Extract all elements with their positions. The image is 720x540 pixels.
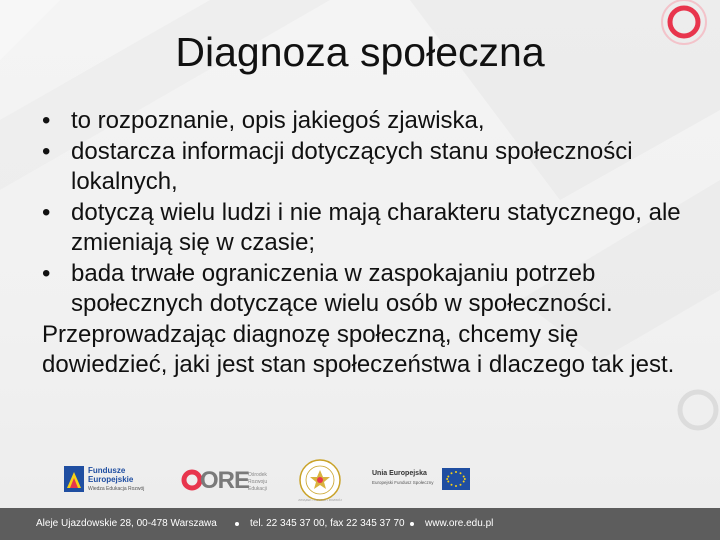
bullet-item	[42, 198, 692, 259]
footer-address: Aleje Ujazdowskie 28, 00-478 Warszawa	[36, 518, 217, 529]
slide-body	[42, 106, 692, 381]
footer-phone: tel. 22 345 37 00, fax 22 345 37 70	[250, 518, 405, 529]
fundusze-europejskie-logo	[64, 464, 164, 496]
grey-ring-decoration	[680, 392, 716, 428]
fe-star-icon	[64, 466, 84, 492]
bullet-item	[42, 106, 692, 137]
eu-fund-name: Europejski Fundusz Społeczny	[372, 480, 434, 485]
ore-sub-line2: Rozwoju	[248, 479, 268, 485]
bullet-marker: •	[42, 137, 51, 165]
eu-name: Unia Europejska	[372, 470, 427, 477]
bullet-marker: •	[42, 107, 51, 134]
seal-logo	[298, 458, 342, 502]
ore-sub-line3: Edukacji	[248, 486, 267, 492]
footer-separator	[410, 522, 414, 526]
seal-emblem-icon	[298, 458, 342, 502]
bullet-marker: •	[42, 198, 51, 226]
fe-name-line1: Fundusze	[88, 466, 126, 475]
ore-sub-line1: Ośrodek	[248, 472, 267, 478]
bullet-text: dostarcza informacji dotyczących stanu społeczności lokalnych,	[71, 137, 633, 195]
fe-name-line2: Europejskie	[88, 475, 134, 484]
fe-program-name: Wiedza Edukacja Rozwój	[88, 486, 145, 492]
slide-title: Diagnoza społeczna	[175, 29, 545, 75]
bullet-text: bada trwałe ograniczenia w zaspokajaniu potrzeb społecznych dotyczące wielu osób w społeczności.	[71, 259, 613, 317]
bullet-list	[42, 106, 692, 320]
footer-website[interactable]: www.ore.edu.pl	[425, 518, 494, 529]
eu-flag-icon	[442, 468, 470, 490]
eu-logo	[372, 464, 476, 498]
footer-bar	[0, 508, 720, 540]
bullet-marker: •	[42, 259, 51, 287]
bullet-text: to rozpoznanie, opis jakiegoś zjawiska,	[71, 107, 485, 134]
bullet-text: dotyczą wielu ludzi i nie mają charakteru statycznego, ale zmieniają się w czasie;	[71, 198, 681, 256]
ore-wordmark: ORE	[200, 467, 250, 494]
bullet-item	[42, 259, 692, 320]
footer-separator	[235, 522, 239, 526]
ore-logo	[180, 464, 270, 498]
summary-paragraph: Przeprowadzając diagnozę społeczną, chcemy się dowiedzieć, jaki jest stan społeczeństwa i dlaczego tak jest.	[42, 320, 675, 378]
seal-text: ZWIĄZEK • POLSKA • ROZWÓJ	[298, 498, 342, 502]
bullet-item	[42, 137, 692, 198]
logo-strip	[0, 458, 720, 506]
